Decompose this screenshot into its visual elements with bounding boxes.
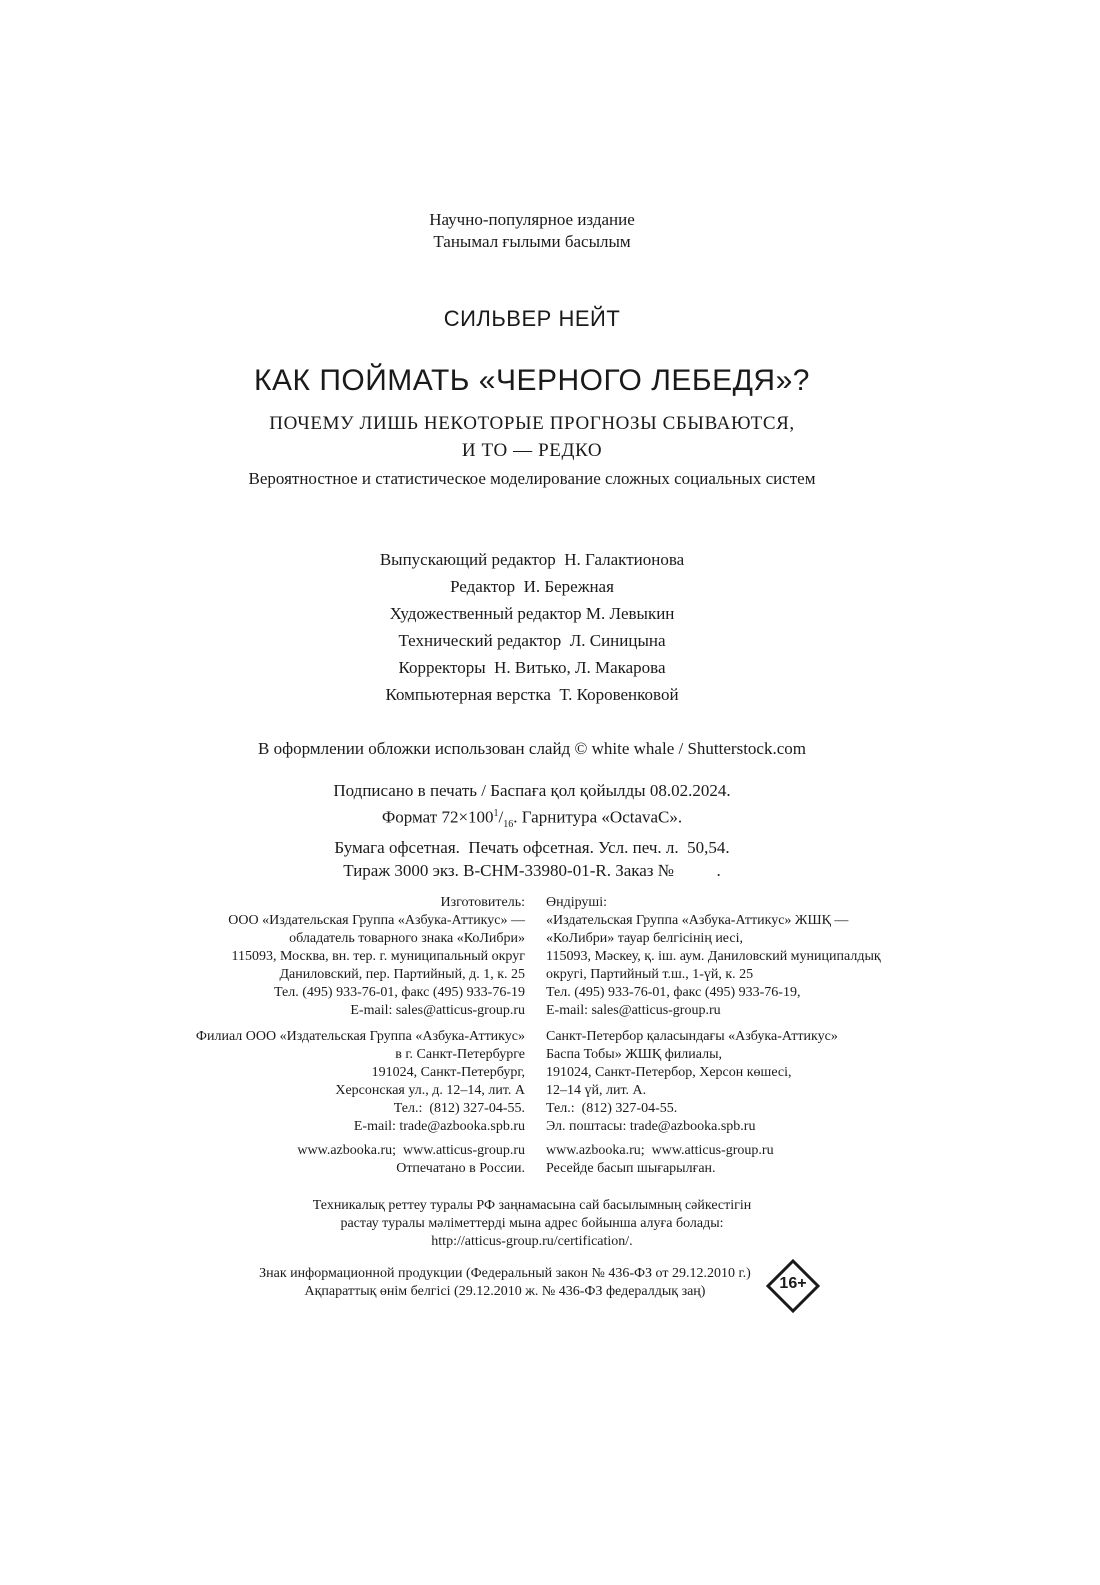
publisher-ru-line: Тел. (495) 933-76-01, факс (495) 933-76-19	[274, 985, 525, 1000]
editor-line: Компьютерная верстка Т. Коровенковой	[385, 685, 679, 704]
subtitle-line: И ТО — РЕДКО	[461, 440, 603, 461]
publisher-ru-line: 115093, Москва, вн. тер. г. муниципальный округ	[231, 949, 525, 964]
format-suffix: . Гарнитура «OctavaC».	[513, 807, 683, 827]
publisher-kz-line: E-mail: sales@atticus-group.ru	[546, 1003, 721, 1018]
branch-kz	[546, 1028, 838, 1136]
web-kz-links: www.azbooka.ru; www.atticus-group.ru	[546, 1143, 774, 1158]
edition-type	[0, 209, 1064, 253]
publisher-kz-line: Өндіруші:	[546, 895, 607, 910]
editors-list	[0, 546, 1064, 708]
editor-line: Редактор И. Бережная	[450, 577, 614, 596]
book-subtitle-2: Вероятностное и статистическое моделирование сложных социальных систем	[248, 469, 816, 488]
editor-line: Выпускающий редактор Н. Галактионова	[379, 550, 685, 569]
publisher-ru-line: Даниловский, пер. Партийный, д. 1, к. 25	[279, 967, 525, 982]
web-ru	[297, 1142, 525, 1178]
cover-credit: В оформлении обложки использован слайд © white whale / Shutterstock.com	[258, 739, 806, 758]
editor-line: Корректоры Н. Витько, Л. Макарова	[398, 658, 666, 677]
imprint-signed: Подписано в печать / Баспаға қол қойылды 08.02.2024.	[333, 781, 731, 800]
format-denominator: 16	[503, 819, 514, 831]
branch-kz-line: Санкт-Петербор қаласындағы «Азбука-Аттикус»	[546, 1029, 838, 1044]
subtitle-line: ПОЧЕМУ ЛИШЬ НЕКОТОРЫЕ ПРОГНОЗЫ СБЫВАЮТСЯ,	[269, 413, 795, 434]
publisher-kz-line: 115093, Мәскеу, қ. іш. аум. Даниловский муниципалдық	[546, 949, 881, 964]
printed-in-ru: Отпечатано в России.	[396, 1161, 525, 1176]
info-sign-line: Знак информационной продукции (Федеральный закон № 436-ФЗ от 29.12.2010 г.)	[259, 1266, 751, 1281]
publisher-ru-line: Изготовитель:	[440, 895, 525, 910]
info-sign-line: Ақпараттық өнім белгісі (29.12.2010 ж. № 436-ФЗ федералдық заң)	[304, 1284, 706, 1299]
certification-note	[0, 1197, 1064, 1251]
format-prefix: Формат 72×100	[381, 807, 494, 827]
edition-type-ru: Научно-популярное издание	[429, 210, 635, 229]
publisher-kz-line: Тел. (495) 933-76-01, факс (495) 933-76-19,	[546, 985, 801, 1000]
branch-ru-line: Филиал ООО «Издательская Группа «Азбука-Аттикус»	[195, 1029, 525, 1044]
age-rating-label: 16+	[779, 1275, 807, 1292]
web-kz	[546, 1142, 774, 1178]
publisher-kz-line: «Издательская Группа «Азбука-Аттикус» ЖШҚ —	[546, 913, 849, 928]
edition-type-kz: Танымал ғылыми басылым	[433, 232, 631, 251]
book-title: КАК ПОЙМАТЬ «ЧЕРНОГО ЛЕБЕДЯ»?	[254, 364, 810, 397]
branch-ru	[196, 1028, 525, 1136]
publisher-ru-line: ООО «Издательская Группа «Азбука-Аттикус» —	[228, 913, 525, 928]
branch-kz-line: 191024, Санкт-Петербор, Херсон көшесі,	[546, 1065, 792, 1080]
branch-ru-line: E-mail: trade@azbooka.spb.ru	[353, 1119, 525, 1134]
age-rating-badge	[766, 1259, 820, 1313]
branch-ru-line: Тел.: (812) 327-04-55.	[393, 1101, 525, 1116]
certification-link: http://atticus-group.ru/certification/.	[431, 1234, 633, 1249]
imprint-format: Формат $72\times 100^1/_{16}$. Гарнитура «OctavaC».	[381, 807, 683, 831]
publisher-ru-line: обладатель товарного знака «КоЛибри»	[289, 931, 525, 946]
imprint-paper: Бумага офсетная. Печать офсетная. Усл. печ. л. 50,54.	[334, 838, 730, 858]
format-numerator: 1	[493, 808, 499, 819]
publisher-kz-line: «КоЛибри» тауар белгісінің иесі,	[546, 931, 743, 946]
imprint-print-run: Тираж 3000 экз. В-СНМ-33980-01-R. Заказ № .	[343, 861, 721, 881]
branch-ru-line: в г. Санкт-Петербурге	[395, 1047, 525, 1062]
publisher-kz	[546, 894, 881, 1020]
branch-kz-line: Баспа Тобы» ЖШҚ филиалы,	[546, 1047, 722, 1062]
editor-line: Технический редактор Л. Синицына	[398, 631, 666, 650]
book-subtitle	[0, 410, 1064, 464]
imprint-block	[0, 779, 1064, 882]
publisher-ru	[228, 894, 525, 1020]
info-sign-note	[200, 1265, 810, 1301]
publisher-kz-line: округі, Партийный т.ш., 1-үй, к. 25	[546, 967, 754, 982]
author-name: СИЛЬВЕР НЕЙТ	[443, 306, 621, 331]
web-ru-links: www.azbooka.ru; www.atticus-group.ru	[297, 1143, 525, 1158]
branch-ru-line: 191024, Санкт-Петербург,	[371, 1065, 525, 1080]
branch-ru-line: Херсонская ул., д. 12–14, лит. А	[335, 1083, 525, 1098]
publisher-ru-line: E-mail: sales@atticus-group.ru	[350, 1003, 525, 1018]
editor-line: Художественный редактор М. Левыкин	[389, 604, 675, 623]
certification-line: Техникалық реттеу туралы РФ заңнамасына сай басылымның сәйкестігін	[312, 1198, 752, 1213]
branch-kz-line: 12–14 үй, лит. А.	[546, 1083, 647, 1098]
branch-kz-line: Эл. поштасы: trade@azbooka.spb.ru	[546, 1119, 756, 1134]
branch-kz-line: Тел.: (812) 327-04-55.	[546, 1101, 678, 1116]
printed-in-kz: Ресейде басып шығарылған.	[546, 1161, 716, 1176]
certification-line: растау туралы мәліметтерді мына адрес бойынша алуға болады:	[340, 1216, 724, 1231]
